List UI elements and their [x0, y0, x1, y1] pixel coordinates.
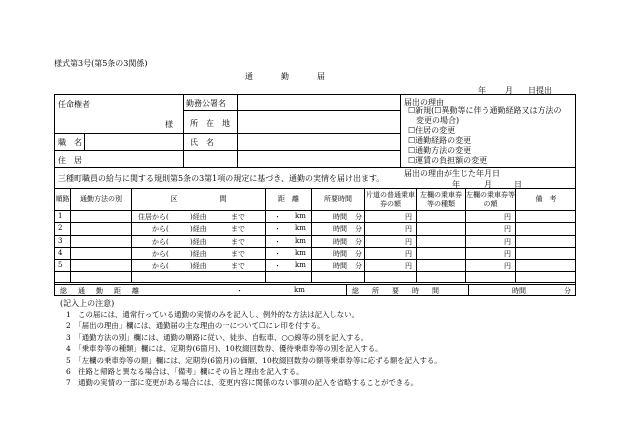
notes-list	[66, 309, 442, 389]
note-item: 6 往路と帰路と異なる場合は、「備考」欄にその旨と理由を記入する。	[66, 367, 304, 377]
note-item: 1 この届には、通常行っている通勤の実情のみを記入し、例外的な方法は記入しない。	[66, 310, 359, 319]
row-time-hours: 時間	[333, 262, 347, 270]
row-from: から(	[152, 262, 169, 270]
row-via: )経由	[190, 213, 207, 221]
row-from: から(	[152, 238, 169, 246]
row-time-hours: 時間	[333, 225, 347, 233]
row-time-minutes: 分	[355, 262, 362, 270]
form-title: 通 勤 届	[245, 72, 335, 81]
header-distance: 距 離	[278, 195, 299, 204]
header-remarks: 備 考	[535, 195, 557, 204]
row-via: )経由	[190, 250, 207, 258]
row-from: から(	[152, 225, 169, 233]
row-via: )経由	[190, 238, 207, 246]
home-label: 住 居	[58, 156, 82, 165]
date-submitted: 日提出	[528, 86, 552, 95]
note-item: 7 通勤の実情の一部に変更がある場合には、変更内容に関係のない事項の記入を省略することができる。	[66, 378, 419, 388]
row-to: まで	[231, 238, 245, 246]
row-ticket-yen: 円	[504, 225, 511, 233]
row-ticket-yen: 円	[504, 213, 511, 221]
row-to: まで	[231, 213, 245, 221]
row-distance-dot: ・	[274, 213, 281, 221]
row-from: 住居から(	[138, 213, 169, 221]
row-number: 5	[58, 261, 63, 269]
reason-fare-change[interactable]: ☐運賃の負担額の変更	[408, 156, 488, 165]
row-number: 4	[58, 249, 63, 257]
sama-label: 様	[165, 120, 173, 129]
reason-date-year: 年	[452, 180, 460, 189]
note-item: 2 「届出の理由」欄には、通勤届の主な理由の一について☐にレ印を付する。	[66, 321, 325, 331]
row-time-minutes: 分	[355, 213, 362, 221]
row-to: まで	[231, 250, 245, 258]
reason-date-month: 月	[484, 180, 492, 189]
reason-date-label: 届出の理由が生じた年月日	[404, 169, 500, 178]
header-ticket-type: 左欄の乗車券等の種類	[420, 191, 462, 208]
row-distance-km: km	[295, 224, 306, 232]
date-month: 月	[505, 86, 513, 95]
row-distance-km: km	[295, 261, 306, 269]
row-time-minutes: 分	[355, 250, 362, 258]
header-seq: 順路	[55, 195, 70, 204]
total-time-minutes: 分	[564, 287, 571, 295]
header-method: 通勤方法の別	[80, 195, 122, 204]
row-distance-dot: ・	[274, 262, 281, 270]
row-distance-km: km	[295, 212, 306, 220]
row-fare-yen: 円	[405, 250, 412, 258]
row-ticket-yen: 円	[504, 250, 511, 258]
date-year: 年	[478, 86, 486, 95]
appointing-authority-label: 任命権者	[58, 100, 90, 109]
header-time: 所要時間	[324, 195, 352, 204]
reason-new-cont: 変更の場合)	[408, 116, 460, 125]
row-distance-km: km	[295, 249, 306, 257]
header-fare: 片道の普通乗車券の額	[366, 191, 415, 208]
row-time-hours: 時間	[333, 238, 347, 246]
declaration-text: 三種町職員の給与に関する規則第5条の3第1項の規定に基づき、通勤の実情を届け出ます。	[58, 174, 385, 183]
person-name-label: 氏 名	[190, 138, 214, 147]
reason-date-day: 日	[514, 180, 522, 189]
row-number: 1	[58, 212, 63, 220]
total-distance-dot: ・	[236, 287, 243, 295]
reason-new[interactable]: ☐新規(☐異動等に伴う通勤経路又は方法の	[408, 106, 562, 115]
total-time-hours: 時間	[512, 287, 526, 295]
row-time-minutes: 分	[355, 225, 362, 233]
row-number: 3	[58, 237, 63, 245]
row-to: まで	[231, 225, 245, 233]
row-fare-yen: 円	[405, 213, 412, 221]
row-fare-yen: 円	[405, 238, 412, 246]
form-number: 様式第3号(第5条の3関係)	[54, 59, 148, 68]
row-via: )経由	[190, 262, 207, 270]
note-item: 4 「乗車券等の種類」欄には、定期券(6箇月)、10枚綴回数券、優待乗車券等の別を記入する。	[66, 344, 383, 354]
total-distance-km: km	[294, 286, 305, 294]
row-distance-km: km	[295, 237, 306, 245]
header-section: 区 間	[170, 195, 227, 204]
reason-heading: 届出の理由	[404, 98, 444, 107]
note-item: 5 「左欄の乗車券等の額」欄には、定期券(6箇月)の価額、10枚綴回数券の額等乗車券等に応ずる額を記入する。	[66, 355, 442, 365]
note-item: 3 「通勤方法の別」欄には、通勤の順路に従い、徒歩、自転車、○○線等の別を記入する。	[66, 332, 369, 342]
total-distance-label: 総 通 勤 距 離	[60, 287, 141, 295]
notes-heading: (記入上の注意)	[60, 299, 115, 308]
row-to: まで	[231, 262, 245, 270]
post-label: 職 名	[58, 138, 82, 147]
reason-method-change[interactable]: ☐通勤方法の変更	[408, 146, 472, 155]
total-time-label: 総 所 要 時 間	[352, 287, 442, 295]
row-number: 2	[58, 224, 63, 232]
row-via: )経由	[190, 225, 207, 233]
row-ticket-yen: 円	[504, 238, 511, 246]
office-name-label: 勤務公署名	[186, 99, 226, 108]
row-time-hours: 時間	[333, 213, 347, 221]
reason-home-change[interactable]: ☐住居の変更	[408, 126, 456, 135]
row-fare-yen: 円	[405, 225, 412, 233]
row-distance-dot: ・	[274, 225, 281, 233]
address-label: 所 在 地	[190, 119, 230, 128]
reason-route-change[interactable]: ☐通勤経路の変更	[408, 136, 472, 145]
row-from: から(	[152, 250, 169, 258]
header-ticket-amount: 左欄の乗車券等の額	[466, 191, 515, 208]
row-time-hours: 時間	[333, 250, 347, 258]
row-time-minutes: 分	[355, 238, 362, 246]
row-ticket-yen: 円	[504, 262, 511, 270]
reason-options	[408, 106, 561, 166]
row-distance-dot: ・	[274, 250, 281, 258]
row-fare-yen: 円	[405, 262, 412, 270]
row-distance-dot: ・	[274, 238, 281, 246]
